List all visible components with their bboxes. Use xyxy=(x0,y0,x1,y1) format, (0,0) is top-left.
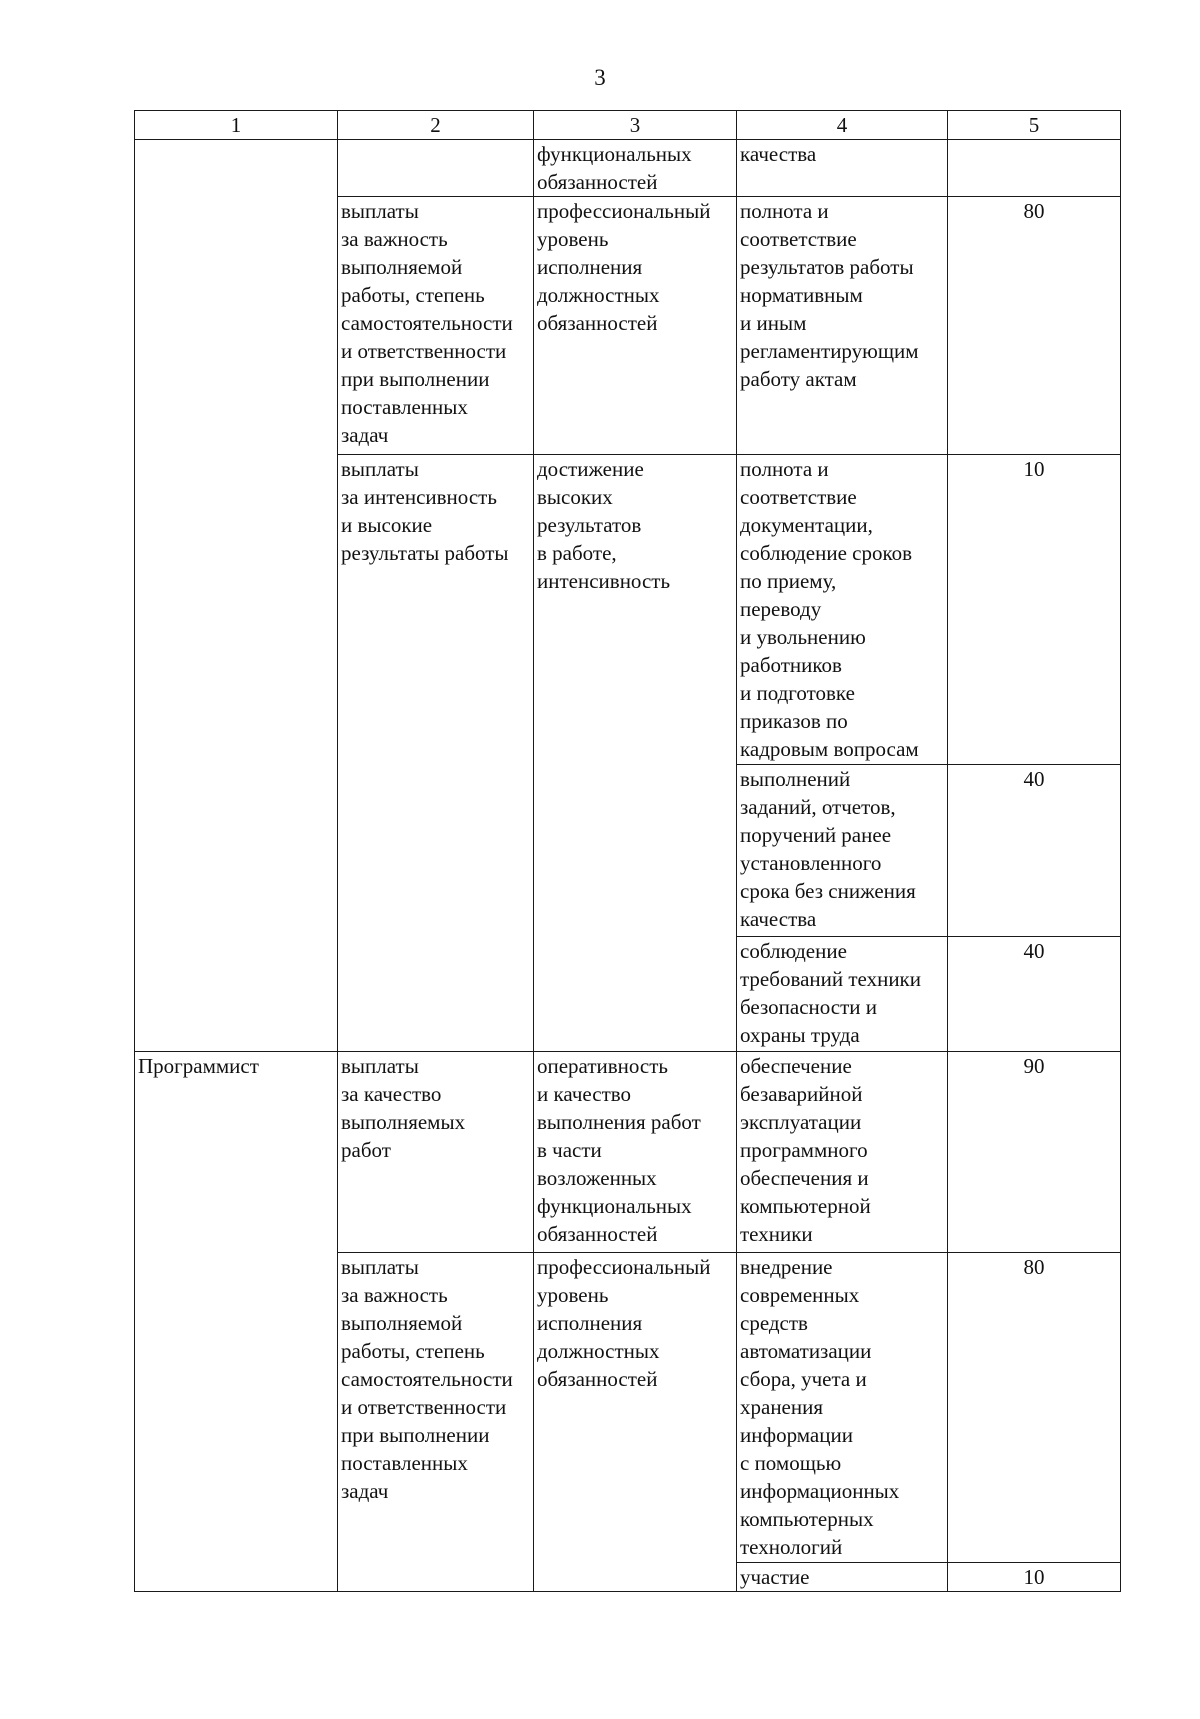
indicator-cell: полнота и соответствие документации, соблюдение сроков по приему, переводу и увольнению работников и подготовке приказов по кадровым вопросам xyxy=(737,455,948,765)
payment-type-cell xyxy=(338,765,534,937)
payment-type-cell xyxy=(338,140,534,197)
page-number: 3 xyxy=(594,65,606,90)
payment-type-cell: выплаты за важность выполняемой работы, степень самостоятельности и ответственности при выполнении поставленных задач xyxy=(338,1253,534,1563)
position-cell xyxy=(135,1253,338,1563)
column-header: 3 xyxy=(534,111,737,140)
indicator-cell: соблюдение требований техники безопасности и охраны труда xyxy=(737,937,948,1052)
indicator-cell: полнота и соответствие результатов работы нормативным и иным регламентирующим работу актам xyxy=(737,197,948,455)
condition-cell: профессиональный уровень исполнения должностных обязанностей xyxy=(534,197,737,455)
position-cell xyxy=(135,455,338,765)
condition-cell: достижение высоких результатов в работе, интенсивность xyxy=(534,455,737,765)
position-cell xyxy=(135,1563,338,1592)
column-header: 5 xyxy=(948,111,1121,140)
condition-cell xyxy=(534,937,737,1052)
table-row xyxy=(135,1253,1121,1563)
indicator-cell: внедрение современных средств автоматизации сбора, учета и хранения информации с помощью информационных компьютерных технологий xyxy=(737,1253,948,1563)
table-row xyxy=(135,140,1121,197)
amount-cell xyxy=(948,140,1121,197)
amount-cell: 80 xyxy=(948,197,1121,455)
amount-cell: 40 xyxy=(948,937,1121,1052)
column-header: 2 xyxy=(338,111,534,140)
position-cell xyxy=(135,937,338,1052)
amount-cell: 80 xyxy=(948,1253,1121,1563)
condition-cell xyxy=(534,1563,737,1592)
payment-type-cell xyxy=(338,937,534,1052)
criteria-table xyxy=(134,110,1121,1592)
condition-cell: оперативность и качество выполнения работ в части возложенных функциональных обязанностей xyxy=(534,1052,737,1253)
table-row xyxy=(135,1563,1121,1592)
column-header: 1 xyxy=(135,111,338,140)
table-row xyxy=(135,197,1121,455)
amount-cell: 40 xyxy=(948,765,1121,937)
indicator-cell: обеспечение безаварийной эксплуатации программного обеспечения и компьютерной техники xyxy=(737,1052,948,1253)
column-header: 4 xyxy=(737,111,948,140)
condition-cell xyxy=(534,765,737,937)
payment-type-cell: выплаты за важность выполняемой работы, степень самостоятельности и ответственности при выполнении поставленных задач xyxy=(338,197,534,455)
condition-cell: функциональных обязанностей xyxy=(534,140,737,197)
indicator-cell: участие xyxy=(737,1563,948,1592)
table-row xyxy=(135,455,1121,765)
payment-type-cell: выплаты за качество выполняемых работ xyxy=(338,1052,534,1253)
position-cell xyxy=(135,765,338,937)
indicator-cell: качества xyxy=(737,140,948,197)
condition-cell: профессиональный уровень исполнения должностных обязанностей xyxy=(534,1253,737,1563)
position-cell xyxy=(135,197,338,455)
payment-type-cell xyxy=(338,1563,534,1592)
table-row xyxy=(135,937,1121,1052)
table-row xyxy=(135,765,1121,937)
position-cell: Программист xyxy=(135,1052,338,1253)
amount-cell: 10 xyxy=(948,1563,1121,1592)
indicator-cell: выполнений заданий, отчетов, поручений ранее установленного срока без снижения качества xyxy=(737,765,948,937)
position-cell xyxy=(135,140,338,197)
payment-type-cell: выплаты за интенсивность и высокие результаты работы xyxy=(338,455,534,765)
table-header-row xyxy=(135,111,1121,140)
amount-cell: 90 xyxy=(948,1052,1121,1253)
amount-cell: 10 xyxy=(948,455,1121,765)
table-row xyxy=(135,1052,1121,1253)
